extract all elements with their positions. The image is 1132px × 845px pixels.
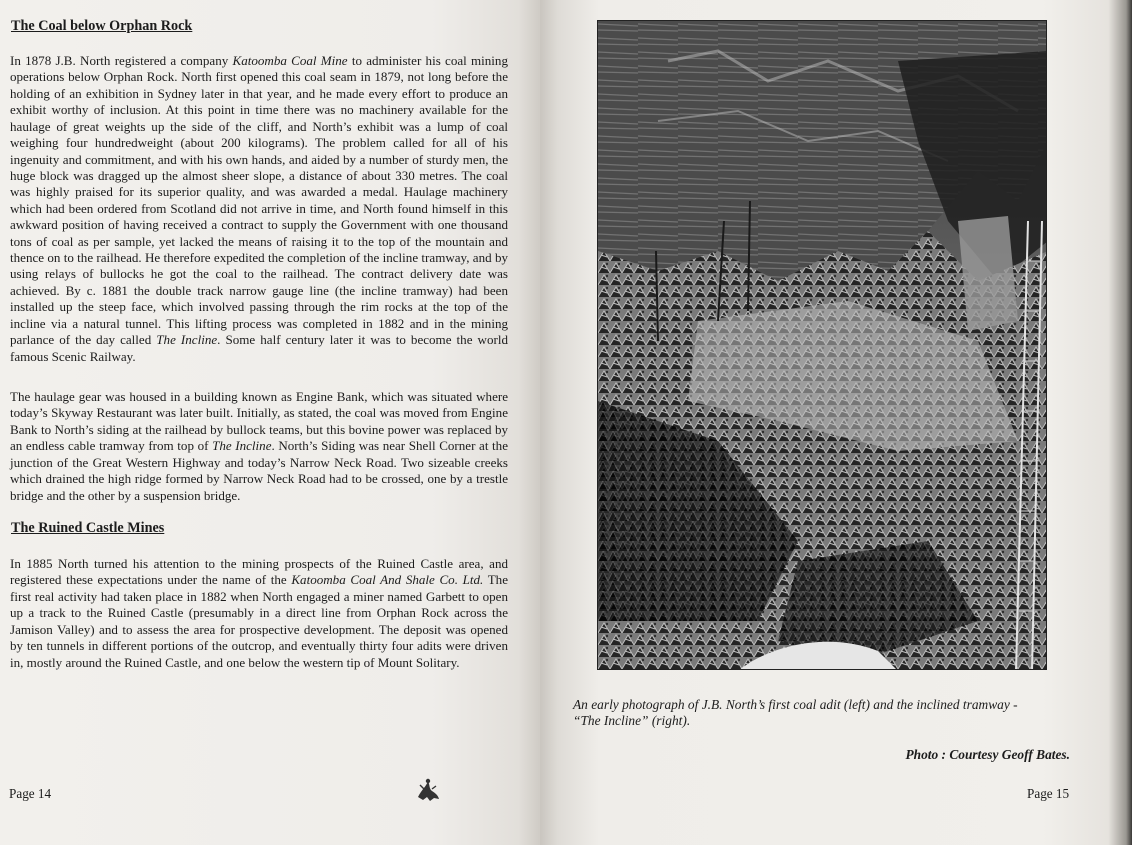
photo-credit: Photo : Courtesy Geoff Bates.	[905, 747, 1070, 762]
photo-caption	[573, 697, 1053, 730]
photo-caption-line-1: An early photograph of J.B. North’s first coal adit (left) and the inclined tramway -	[573, 697, 1018, 712]
italic-title: Katoomba Coal And Shale Co. Ltd.	[291, 572, 484, 588]
page-left	[0, 0, 540, 845]
page-number-right: Page 15	[1027, 786, 1070, 801]
paragraph-ruined-castle-1: In 1885 North turned his attention to the mining prospects of the Ruined Castle area, and registered these expectations under the name of the Katoomba Coal And Shale Co. Ltd. The first real activity had taken place in 1882 when North engaged a miner named Garbett to open up a track to the Ruined Castle (presumably in a direct line from Orphan Rock across the Jamison Valley) and to assess the area for prospective development. The deposit was opened by ten tunnels in different portions of the outcrop, and eventually thirty four adits were driven in, mostly around the Ruined Castle, and one below the western tip of Mount Solitary.	[10, 556, 508, 670]
bushwalker-ornament-icon	[414, 777, 442, 803]
section-heading-coal-below-orphan-rock: The Coal below Orphan Rock	[11, 18, 193, 34]
italic-title: Katoomba Coal Mine	[232, 53, 348, 68]
page-right	[540, 0, 1132, 845]
paragraph-coal-orphan-rock-2: The haulage gear was housed in a building known as Engine Bank, which was situated where today’s Skyway Restaurant was later built. Initially, as stated, the coal was moved from Engine Bank to North’s siding at the railhead by bullock teams, but this bovine power was replaced by an endless cable tramway from top of The Incline. North’s Siding was near Shell Corner at the junction of the Great Western Highway and today’s Narrow Neck Road. Two sizeable creeks which drained the high ridge formed by Narrow Neck Road had to be crossed, one by a trestle bridge and the other by a suspension bridge.	[10, 389, 508, 503]
photo-caption-line-2: “The Incline” (right).	[573, 713, 691, 729]
historic-photograph	[597, 20, 1047, 670]
page-number-left: Page 14	[9, 786, 52, 801]
photograph-cliff-icon	[598, 21, 1047, 670]
paragraph-coal-orphan-rock-1: In 1878 J.B. North registered a company Katoomba Coal Mine to administer his coal mining operations below Orphan Rock. North first opened this coal seam in 1879, not long before the holding of an exhibition in Sydney later in that year, and he made every effort to produce an exhibit worthy of inclusion. At this point in time there was no machinery available for the haulage of great weights up the side of the cliff, and North’s exhibit was a lump of coal weighing four hundredweight (about 200 kilograms). The problem called for all of his ingenuity and commitment, and with his own hands, and aided by a number of sturdy men, the huge block was dragged up the almost sheer slope, a distance of about 330 metres. The coal was highly praised for its superior quality, and was awarded a medal. Haulage machinery which had been ordered from Scotland did not arrive in time, and North found himself in this awkward position of having received a contract to supply the Government with one thousand tons of coal as per sample, yet lacked the means of raising it to the top of the mountain and thence on to the railhead. He therefore expedited the completion of the incline tramway, and by using relays of bullocks he got the coal to the railhead. The contract delivery date was achieved. By c. 1881 the double track narrow gauge line (the incline tramway) had been installed up the steep face, which involved passing through the rim rocks at the top of the incline via a natural tunnel. This lifting process was completed in 1882 and in the mining parlance of the day called The Incline. Some half century later it was to become the world famous Scenic Railway.	[10, 53, 508, 364]
section-heading-ruined-castle-mines: The Ruined Castle Mines	[11, 520, 165, 536]
italic-title: The Incline	[156, 332, 218, 348]
italic-title: The Incline	[212, 438, 272, 454]
